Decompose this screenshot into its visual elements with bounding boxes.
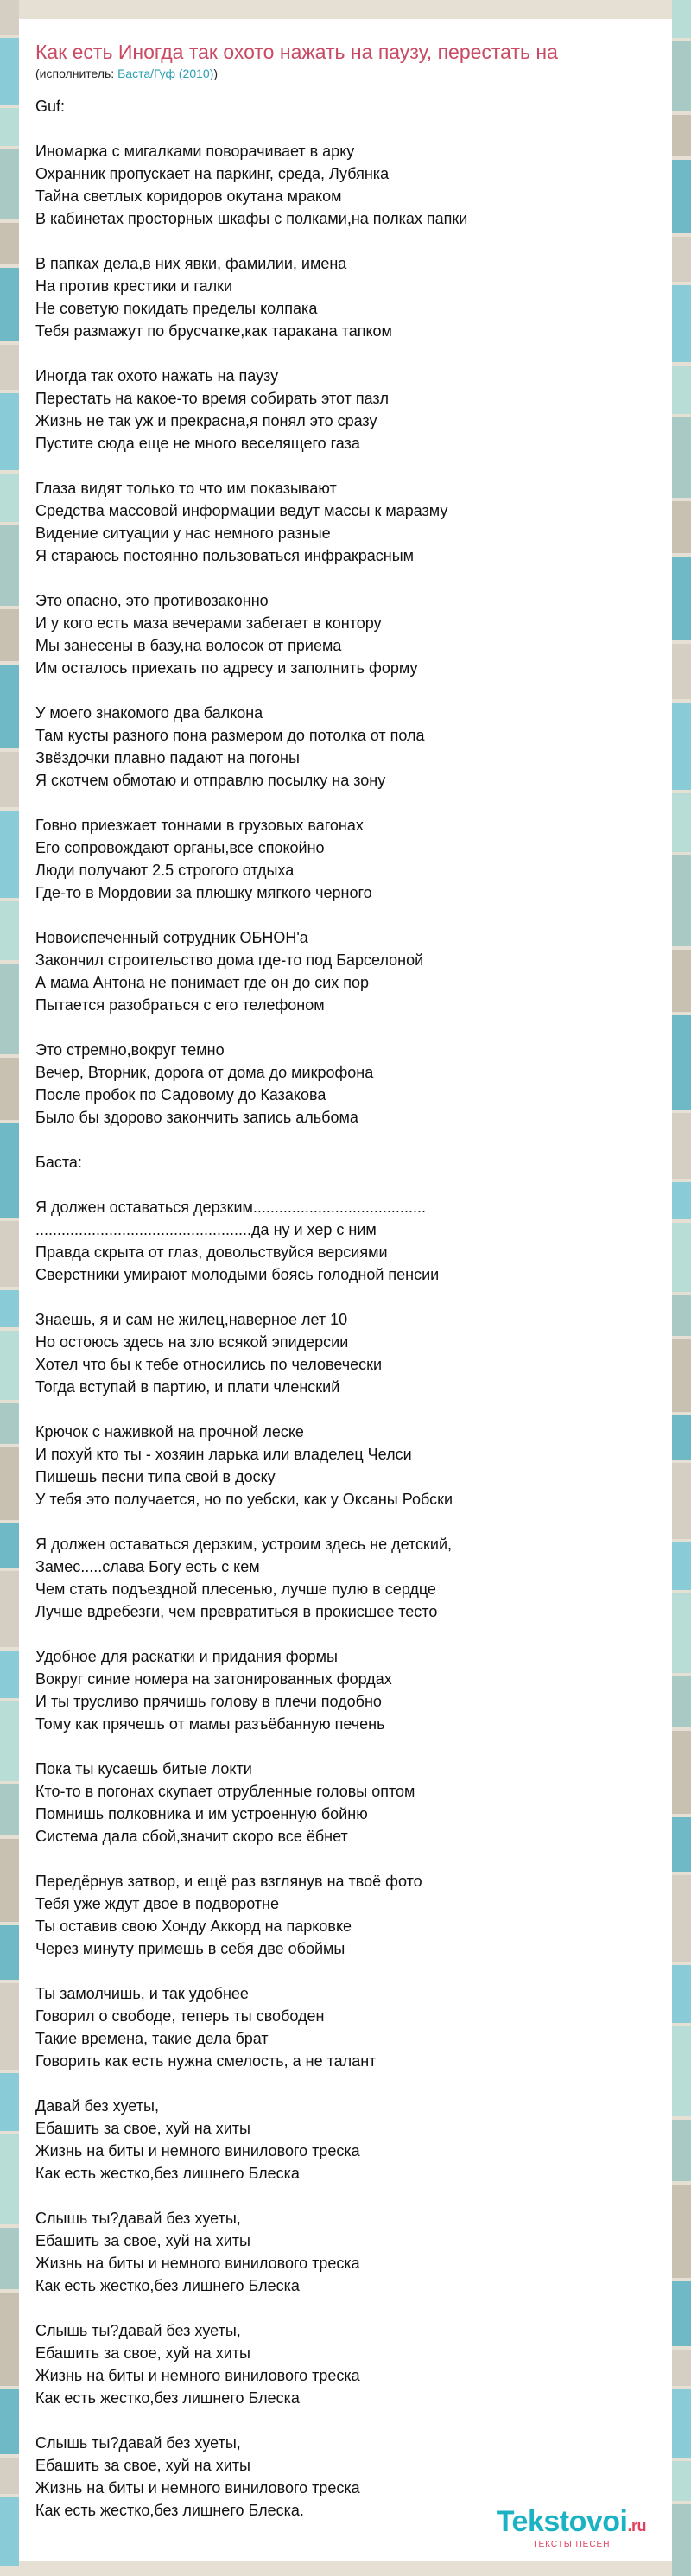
- lyric-line: Охранник пропускает на паркинг, среда, Лубянка: [35, 165, 390, 182]
- stripe-segment: [0, 1403, 19, 1444]
- lyric-line: У моего знакомого два балкона: [35, 704, 263, 722]
- stripe-segment: [672, 1965, 691, 2023]
- lyric-line: Баста:: [35, 1154, 82, 1171]
- lyric-line: Тогда вступай в партию, и плати членский: [35, 1378, 340, 1396]
- lyric-line: Система дала сбой,значит скоро все ёбнет: [35, 1828, 348, 1845]
- stripe-segment: [0, 2073, 19, 2131]
- stripe-segment: [0, 2228, 19, 2289]
- stripe-segment: [672, 2504, 691, 2576]
- stanza: [35, 477, 672, 567]
- lyric-line: Знаешь, я и сам не жилец,наверное лет 10: [35, 1311, 348, 1328]
- stripe-segment: [672, 2185, 691, 2278]
- stripe-segment: [0, 2293, 19, 2386]
- stripe-segment: [0, 1123, 19, 1218]
- stripe-segment: [672, 1676, 691, 1727]
- stanza: [35, 1308, 672, 1398]
- lyrics-page: [19, 19, 672, 2561]
- stanza: [35, 589, 672, 679]
- stripe-segment: [672, 2120, 691, 2181]
- lyric-line: Пытается разобраться с его телефоном: [35, 996, 325, 1014]
- lyric-line: Я должен оставаться дерзким, устроим здесь не детский,: [35, 1536, 453, 1553]
- lyric-line: Иномарка с мигалками поворачивает в арку: [35, 143, 355, 160]
- lyric-line: Правда скрыта от глаз, довольствуйся версиями: [35, 1243, 388, 1261]
- lyric-line: Его сопровождают органы,все спокойно: [35, 839, 325, 856]
- lyric-line: Я должен оставаться дерзким........................................: [35, 1199, 426, 1216]
- lyric-line: Лучше вдребезги, чем превратиться в прокисшее тесто: [35, 1603, 438, 1620]
- stripe-segment: [672, 2281, 691, 2346]
- stripe-segment: [0, 665, 19, 748]
- lyric-line: Пишешь песни типа свой в доску: [35, 1468, 276, 1485]
- lyric-line: Вечер, Вторник, дорога от дома до микрофона: [35, 1064, 374, 1081]
- stripe-segment: [0, 609, 19, 661]
- lyric-line: Но остоюсь здесь на зло всякой эпидерсии: [35, 1333, 349, 1351]
- stripe-segment: [0, 345, 19, 390]
- lyric-line: Ты замолчишь, и так удобнее: [35, 1985, 249, 2002]
- logo-tagline: ТЕКСТЫ ПЕСЕН: [532, 2540, 611, 2549]
- stripe-segment: [672, 1339, 691, 1412]
- lyric-line: Как есть жестко,без лишнего Блеска: [35, 2277, 300, 2294]
- stripe-segment: [0, 2458, 19, 2494]
- stanza: [35, 2095, 672, 2185]
- stripe-segment: [0, 964, 19, 1054]
- stripe-segment: [0, 1221, 19, 1287]
- lyric-line: Жизнь не так уж и прекрасна,я понял это сразу: [35, 412, 377, 429]
- lyric-line: Я стараюсь постоянно пользоваться инфракрасным: [35, 547, 415, 564]
- stripe-segment: [672, 2461, 691, 2501]
- lyric-line: Пустите сюда еще не много веселящего газа: [35, 435, 360, 452]
- lyric-line: Глаза видят только то что им показывают: [35, 480, 337, 497]
- lyric-line: В папках дела,в них явки, фамилии, имена: [35, 255, 347, 272]
- stanza: [35, 2319, 672, 2409]
- lyric-line: И похуй кто ты - хозяин ларька или владелец Челси: [35, 1446, 412, 1463]
- lyric-line: Видение ситуации у нас немного разные: [35, 525, 331, 542]
- stripe-segment: [672, 644, 691, 699]
- lyric-line: Тому как прячешь от мамы разъёбанную печень: [35, 1715, 385, 1733]
- logo-name: Tekstovoi: [496, 2505, 628, 2538]
- stanza: [35, 95, 672, 118]
- lyric-line: Жизнь на биты и немного винилового треска: [35, 2142, 360, 2159]
- lyric-line: Им осталось приехать по адресу и заполнить форму: [35, 659, 418, 677]
- stripe-segment: [672, 855, 691, 946]
- stanza: [35, 140, 672, 230]
- lyric-line: Слышь ты?давай без хуеты,: [35, 2322, 241, 2339]
- stripe-segment: [672, 41, 691, 111]
- stripe-segment: [0, 474, 19, 522]
- stripe-segment: [672, 1182, 691, 1219]
- lyric-line: Помнишь полковника и им устроенную бойню: [35, 1805, 368, 1822]
- stanza: [35, 1196, 672, 1286]
- stripe-segment: [0, 901, 19, 960]
- stripe-segment: [672, 1542, 691, 1590]
- lyric-line: Тебя размажут по брусчатке,как таракана тапком: [35, 322, 392, 340]
- stripe-segment: [672, 950, 691, 1012]
- lyric-line: Жизнь на биты и немного винилового треска: [35, 2255, 360, 2272]
- lyric-line: У тебя это получается, но по уебски, как у Оксаны Робски: [35, 1491, 453, 1508]
- lyric-line: Сверстники умирают молодыми боясь голодной пенсии: [35, 1266, 440, 1283]
- stripe-segment: [0, 1571, 19, 1647]
- stripe-segment: [672, 1593, 691, 1673]
- stanza: [35, 2207, 672, 2297]
- lyric-line: Ебашить за свое, хуй на хиты: [35, 2457, 250, 2474]
- stanza: [35, 252, 672, 342]
- stripe-segment: [0, 0, 19, 35]
- stripe-segment: [672, 417, 691, 498]
- stripe-segment: [0, 2134, 19, 2224]
- lyric-line: На против крестики и галки: [35, 277, 233, 295]
- stanza: [35, 702, 672, 792]
- stripe-segment: [672, 2350, 691, 2386]
- stripe-segment: [672, 366, 691, 414]
- stripe-segment: [0, 1784, 19, 1835]
- lyric-line: Говно приезжает тоннами в грузовых вагонах: [35, 817, 364, 834]
- stanza: [35, 1645, 672, 1735]
- stripe-segment: [672, 793, 691, 852]
- lyric-line: Чем стать подъездной плесенью, лучше пулю в сердце: [35, 1581, 436, 1598]
- lyric-line: ..................................................да ну и хер с ним: [35, 1221, 377, 1238]
- stripe-segment: [672, 1817, 691, 1872]
- stripe-segment: [672, 2389, 691, 2458]
- stanza: [35, 1533, 672, 1623]
- lyric-line: Хотел что бы к тебе относились по человечески: [35, 1356, 383, 1373]
- lyric-line: И ты трусливо прячишь голову в плечи подобно: [35, 1693, 382, 1710]
- lyric-line: Пока ты кусаешь битые локти: [35, 1760, 252, 1778]
- lyric-line: Давай без хуеты,: [35, 2097, 159, 2115]
- lyric-line: Слышь ты?давай без хуеты,: [35, 2210, 241, 2227]
- lyric-line: Крючок с наживкой на прочной леске: [35, 1423, 304, 1441]
- right-stripe-border: [672, 0, 691, 2561]
- lyric-line: Как есть жестко,без лишнего Блеска: [35, 2389, 300, 2407]
- stanza: [35, 1982, 672, 2072]
- stanza: [35, 814, 672, 904]
- stripe-segment: [0, 38, 19, 105]
- artist-prefix: (исполнитель:: [35, 67, 118, 80]
- stripe-segment: [0, 1290, 19, 1327]
- lyric-line: Это опасно, это противозаконно: [35, 592, 269, 609]
- stripe-segment: [672, 703, 691, 790]
- stripe-segment: [672, 2026, 691, 2116]
- stripe-segment: [0, 1983, 19, 2070]
- artist-suffix: ): [213, 67, 219, 80]
- lyric-line: Закончил строительство дома где-то под Барселоной: [35, 951, 424, 969]
- site-logo[interactable]: [497, 2506, 646, 2549]
- stripe-segment: [672, 557, 691, 640]
- stanza: [35, 365, 672, 455]
- stripe-segment: [0, 525, 19, 606]
- stripe-segment: [672, 285, 691, 362]
- lyric-line: Ебашить за свое, хуй на хиты: [35, 2344, 250, 2362]
- stanza: [35, 1421, 672, 1511]
- lyric-line: Иногда так охото нажать на паузу: [35, 367, 279, 385]
- artist-meta: [35, 66, 672, 81]
- lyric-line: И у кого есть маза вечерами забегает в контору: [35, 614, 382, 632]
- stripe-segment: [0, 1058, 19, 1120]
- lyric-line: Кто-то в погонах скупает отрубленные головы оптом: [35, 1783, 415, 1800]
- stanza: [35, 1870, 672, 1960]
- lyric-line: Через минуту примешь в себя две обоймы: [35, 1940, 346, 1957]
- stripe-segment: [672, 1731, 691, 1814]
- lyric-line: Вокруг синие номера на затонированных фордах: [35, 1670, 392, 1688]
- lyric-line: Слышь ты?давай без хуеты,: [35, 2434, 241, 2452]
- stripe-segment: [672, 1223, 691, 1292]
- stripe-segment: [0, 1523, 19, 1568]
- lyric-line: Замес.....слава Богу есть с кем: [35, 1558, 260, 1575]
- stripe-segment: [0, 108, 19, 146]
- lyric-line: Ебашить за свое, хуй на хиты: [35, 2120, 250, 2137]
- artist-link[interactable]: Баста/Гуф (2010): [117, 67, 214, 80]
- stripe-segment: [672, 237, 691, 282]
- stripe-segment: [0, 1447, 19, 1520]
- stripe-segment: [672, 501, 691, 553]
- stripe-segment: [0, 268, 19, 341]
- stripe-segment: [0, 1701, 19, 1781]
- lyric-line: Удобное для раскатки и придания формы: [35, 1648, 338, 1665]
- stanza: [35, 1758, 672, 1848]
- lyric-line: Новоиспеченный сотрудник ОБНОН'а: [35, 929, 308, 946]
- lyric-line: Средства массовой информации ведут массы к маразму: [35, 502, 448, 519]
- lyric-line: Жизнь на биты и немного винилового треска: [35, 2479, 360, 2496]
- lyric-line: Не советую покидать пределы колпака: [35, 300, 318, 317]
- lyric-line: Люди получают 2.5 строгого отдыха: [35, 862, 295, 879]
- stripe-segment: [0, 2389, 19, 2454]
- stripe-segment: [672, 1463, 691, 1539]
- lyric-line: Это стремно,вокруг темно: [35, 1041, 225, 1059]
- stripe-segment: [672, 1015, 691, 1110]
- stripe-segment: [672, 1113, 691, 1179]
- lyric-line: Говорил о свободе, теперь ты свободен: [35, 2007, 325, 2025]
- lyric-line: Перестать на какое-то время собирать этот пазл: [35, 390, 389, 407]
- stripe-segment: [0, 811, 19, 898]
- lyric-line: Как есть жестко,без лишнего Блеска: [35, 2165, 300, 2182]
- lyric-line: Guf:: [35, 98, 66, 115]
- lyric-line: Звёздочки плавно падают на погоны: [35, 749, 300, 766]
- stripe-segment: [672, 1415, 691, 1460]
- lyric-line: Ебашить за свое, хуй на хиты: [35, 2232, 250, 2249]
- lyric-line: Где-то в Мордовии за плюшку мягкого черного: [35, 884, 372, 901]
- lyric-line: Там кусты разного пона размером до потолка от пола: [35, 727, 425, 744]
- lyric-line: Жизнь на биты и немного винилового треска: [35, 2367, 360, 2384]
- lyric-line: Передёрнув затвор, и ещё раз взглянув на твоё фото: [35, 1873, 422, 1890]
- logo-tld: .ru: [627, 2517, 646, 2535]
- lyric-line: Я скотчем обмотаю и отправлю посылку на зону: [35, 772, 386, 789]
- lyric-line: Тебя уже ждут двое в подворотне: [35, 1895, 280, 1912]
- left-stripe-border: [0, 0, 19, 2561]
- lyrics-body: [35, 95, 672, 2522]
- stripe-segment: [0, 1925, 19, 1980]
- lyric-line: А мама Антона не понимает где он до сих пор: [35, 974, 370, 991]
- lyric-line: После пробок по Садовому до Казакова: [35, 1086, 326, 1104]
- lyric-line: Было бы здорово закончить запись альбома: [35, 1109, 358, 1126]
- song-title: Как есть Иногда так охото нажать на паузу, перестать на: [35, 41, 558, 63]
- stripe-segment: [672, 1295, 691, 1336]
- stripe-segment: [0, 149, 19, 219]
- stripe-segment: [0, 1331, 19, 1400]
- lyric-line: Ты оставив свою Хонду Аккорд на парковке: [35, 1918, 352, 1935]
- stripe-segment: [0, 393, 19, 470]
- stripe-segment: [672, 115, 691, 156]
- stripe-segment: [672, 1875, 691, 1962]
- stripe-segment: [0, 1651, 19, 1698]
- stripe-segment: [672, 160, 691, 233]
- lyric-line: Тайна светлых коридоров окутана мраком: [35, 188, 342, 205]
- stanza: [35, 926, 672, 1016]
- lyric-line: В кабинетах просторных шкафы с полками,на полках папки: [35, 210, 468, 227]
- stripe-segment: [0, 223, 19, 264]
- lyric-line: Такие времена, такие дела брат: [35, 2030, 269, 2047]
- stripe-segment: [0, 1839, 19, 1922]
- stripe-segment: [0, 2497, 19, 2566]
- lyric-line: Говорить как есть нужна смелость, а не талант: [35, 2052, 377, 2070]
- stripe-segment: [0, 752, 19, 807]
- lyric-line: Как есть жестко,без лишнего Блеска.: [35, 2502, 304, 2519]
- stripe-segment: [672, 0, 691, 38]
- stanza: [35, 1151, 672, 1174]
- lyric-line: Мы занесены в базу,на волосок от приема: [35, 637, 342, 654]
- stanza: [35, 1039, 672, 1129]
